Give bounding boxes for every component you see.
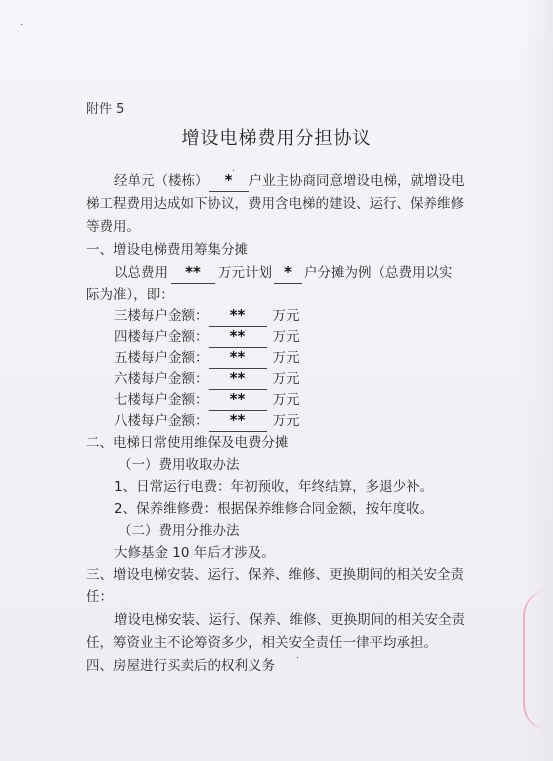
floor-amount-row: 五楼每户金额： ** 万元 xyxy=(114,347,300,369)
redacted-mark: ** xyxy=(229,369,246,387)
red-seal-stamp xyxy=(523,590,549,730)
redacted-mark: ** xyxy=(229,411,246,429)
scan-speck: · xyxy=(232,166,236,177)
redacted-mark: ** xyxy=(229,327,246,345)
floor-amount-row: 六楼每户金额： ** 万元 xyxy=(114,368,300,390)
section-heading: 三、增设电梯安装、运行、保养、维修、更换期间的相关安全责 xyxy=(86,567,464,583)
intro-line-2: 梯工程费用达成如下协议，费用含电梯的建设、运行、保养维修 xyxy=(86,196,464,212)
redacted-mark: ** xyxy=(229,390,246,408)
section1-line-1: 以总费用 ** 万元计划 * 户分摊为例（总费用以实 xyxy=(114,262,453,284)
redacted-mark: ** xyxy=(229,306,246,324)
redacted-mark: * xyxy=(224,171,233,189)
section-heading-cont: 任： xyxy=(86,589,113,605)
floor-amount-row: 三楼每户金额： ** 万元 xyxy=(114,305,300,327)
redacted-mark: ** xyxy=(229,348,246,366)
section-heading: 二、电梯日常使用维保及电费分摊 xyxy=(86,435,289,451)
scan-speck: · xyxy=(20,20,24,31)
section-heading: 一、增设电梯费用筹集分摊 xyxy=(86,242,248,258)
intro-line-1: 经单元（楼栋） * 户业主协商同意增设电梯，就增设电 xyxy=(114,170,465,192)
section3-body-2: 任，筹资业主不论筹资多少，相关安全责任一律平均承担。 xyxy=(86,635,437,651)
annex-label: 附件 5 xyxy=(86,102,125,117)
floor-amount-row: 八楼每户金额： ** 万元 xyxy=(114,410,300,432)
fee-item: 1、日常运行电费：年初预收，年终结算，多退少补。 xyxy=(114,479,434,495)
document-title: 增设电梯费用分担协议 xyxy=(181,128,372,149)
floor-amount-row: 四楼每户金额： ** 万元 xyxy=(114,326,300,348)
scan-speck: · xyxy=(296,653,300,664)
subsection-heading: （一）费用收取办法 xyxy=(118,457,240,473)
section-heading: 四、房屋进行买卖后的权利义务 xyxy=(86,658,275,674)
section3-body-1: 增设电梯安装、运行、保养、维修、更换期间的相关安全责 xyxy=(114,612,465,628)
floor-amount-row: 七楼每户金额： ** 万元 xyxy=(114,389,300,411)
fund-note: 大修基金 10 年后才涉及。 xyxy=(114,545,275,561)
redacted-mark: * xyxy=(284,263,292,281)
section1-line-2: 际为准），即： xyxy=(86,287,174,303)
redacted-mark: ** xyxy=(185,263,201,281)
intro-line-3: 等费用。 xyxy=(86,219,140,235)
subsection-heading: （二）费用分推办法 xyxy=(118,523,240,539)
fee-item: 2、保养维修费：根据保养维修合同金额，按年度收。 xyxy=(114,501,434,517)
